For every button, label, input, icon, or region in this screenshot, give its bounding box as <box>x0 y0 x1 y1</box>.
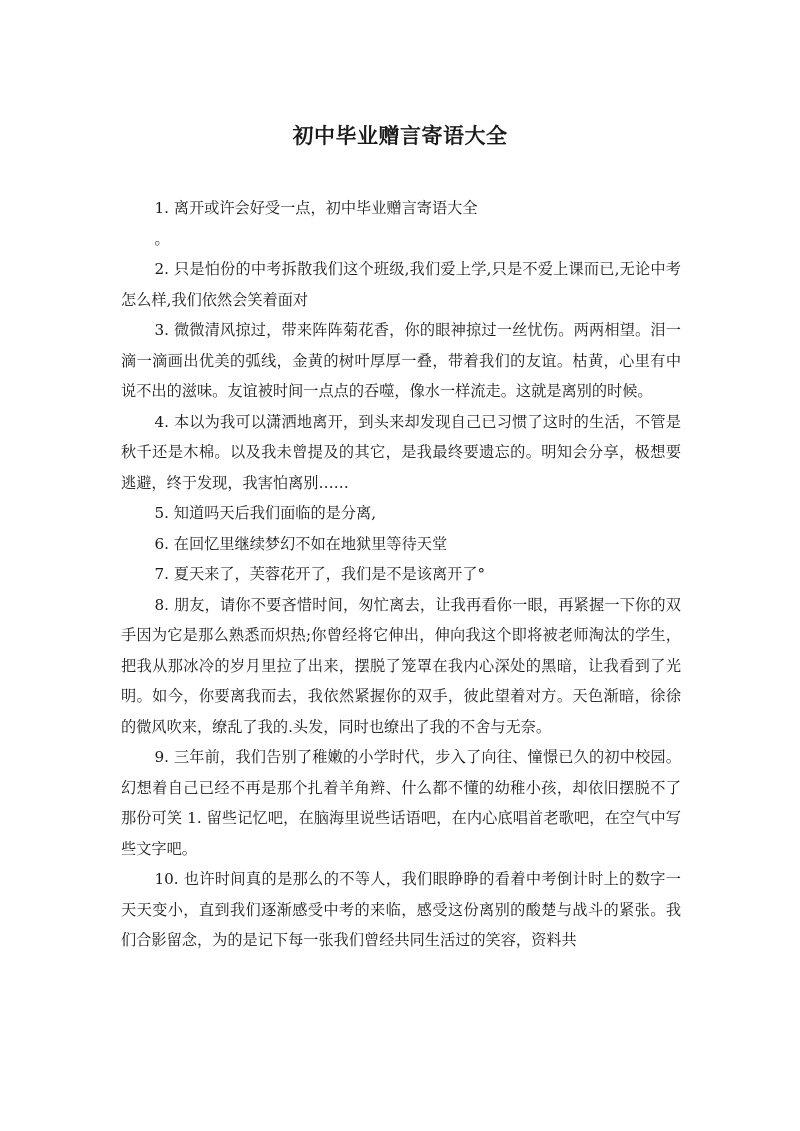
document-title: 初中毕业赠言寄语大全 <box>292 124 508 148</box>
document-body <box>121 193 681 956</box>
paragraph-9: 9. 三年前，我们告别了稚嫩的小学时代，步入了向往、憧憬已久的初中校园。幻想着自己已经不再是那个扎着羊角辫、什么都不懂的幼稚小孩，却依旧摆脱不了那份可笑 1. 留些记忆吧，在脑海里说些话语吧，在内心底唱首老歌吧，在空气中写些文字吧。 <box>121 748 681 858</box>
paragraph-period: 。 <box>154 229 170 248</box>
paragraph-2: 2. 只是怕份的中考拆散我们这个班级,我们爱上学,只是不爱上课而已,无论中考怎么样,我们依然会笑着面对 <box>121 260 681 309</box>
paragraph-4: 4. 本以为我可以潇洒地离开，到头来却发现自己已习惯了这时的生活，不管是秋千还是木棉。以及我未曾提及的其它，是我最终要遗忘的。明知会分享，极想要逃避，终于发现，我害怕离别…… <box>121 412 681 492</box>
paragraph-10: 10. 也许时间真的是那么的不等人，我们眼睁睁的看着中考倒计时上的数字一天天变小，直到我们逐渐感受中考的来临，感受这份离别的酸楚与战斗的紧张。我们合影留念，为的是记下每一张我们曾经共同生活过的笑容，资料共 <box>121 870 681 949</box>
paragraph-1: 1. 离开或许会好受一点，初中毕业赠言寄语大全 <box>154 199 478 217</box>
paragraph-5: 5. 知道吗天后我们面临的是分离, <box>154 504 377 522</box>
paragraph-3: 3. 微微清风掠过，带来阵阵菊花香，你的眼神掠过一丝忧伤。两两相望。泪一滴一滴画出优美的弧线，金黄的树叶厚厚一叠，带着我们的友谊。枯黄，心里有中说不出的滋味。友谊被时间一点点的吞噬，像水一样流走。这就是离别的时候。 <box>121 321 681 400</box>
paragraph-8: 8. 朋友，请你不要吝惜时间，匆忙离去，让我再看你一眼，再紧握一下你的双手因为它是那么熟悉而炽热;你曾经将它伸出，伸向我这个即将被老师淘汰的学生，把我从那冰冷的岁月里拉了出来，摆脱了笼罩在我内心深处的黑暗，让我看到了光明。如今，你要离我而去，我依然紧握你的双手，彼此望着对方。天色渐暗，徐徐的微风吹来，缭乱了我的.头发，同时也缭出了我的不舍与无奈。 <box>121 595 681 736</box>
paragraph-7: 7. 夏天来了，芙蓉花开了，我们是不是该离开了° <box>154 565 486 583</box>
paragraph-6: 6. 在回忆里继续梦幻不如在地狱里等待天堂 <box>154 534 448 553</box>
